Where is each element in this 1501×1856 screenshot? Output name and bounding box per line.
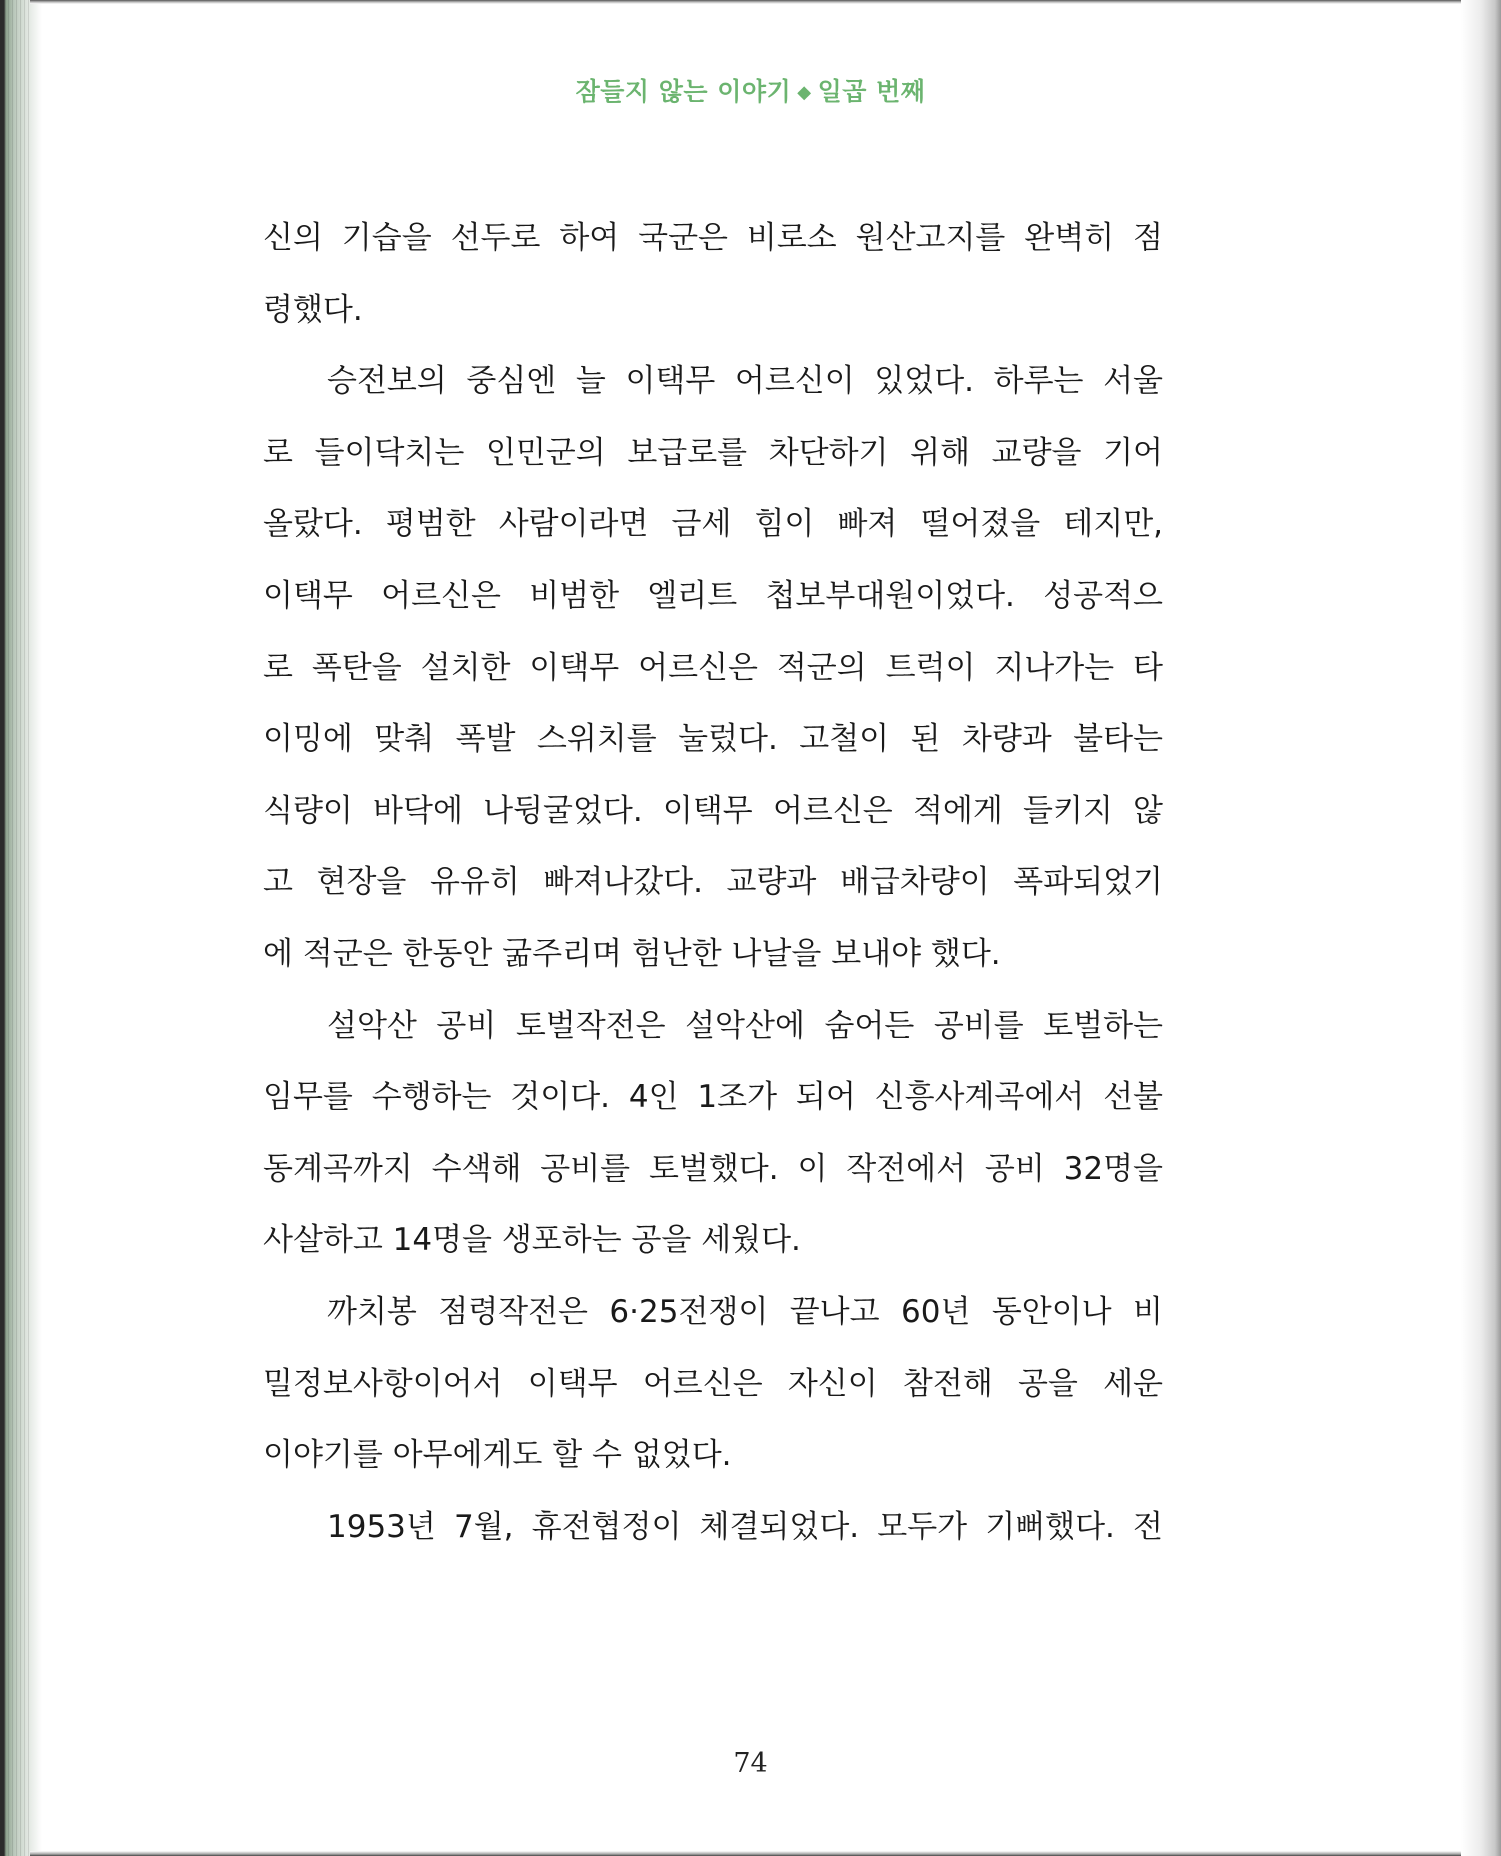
page-number: 74: [733, 1748, 768, 1779]
header-diamond-icon: ◆: [797, 82, 812, 103]
text-line: 이밍에 맞춰 폭발 스위치를 눌렀다. 고철이 된 차량과 불타는: [263, 721, 1163, 758]
text-line: 설악산 공비 토벌작전은 설악산에 숨어든 공비를 토벌하는: [327, 1007, 1163, 1044]
page-stack-edge: [8, 0, 32, 1856]
body-text: [263, 203, 1163, 1563]
header-book-title: 잠들지 않는 이야기: [575, 77, 792, 106]
text-line: 밀정보사항이어서 이택무 어르신은 자신이 참전해 공을 세운: [263, 1365, 1163, 1402]
text-line: 령했다.: [263, 291, 363, 328]
text-line: 사살하고 14명을 생포하는 공을 세웠다.: [263, 1222, 801, 1259]
page-curl-shadow: [1461, 0, 1501, 1856]
text-line: 승전보의 중심엔 늘 이택무 어르신이 있었다. 하루는 서울: [327, 363, 1163, 400]
text-line: 동계곡까지 수색해 공비를 토벌했다. 이 작전에서 공비 32명을: [263, 1150, 1163, 1187]
text-line: 고 현장을 유유히 빠져나갔다. 교량과 배급차량이 폭파되었기: [263, 864, 1163, 901]
text-line: 이택무 어르신은 비범한 엘리트 첩보부대원이었다. 성공적으: [263, 577, 1163, 614]
text-line: 올랐다. 평범한 사람이라면 금세 힘이 빠져 떨어졌을 테지만,: [263, 506, 1163, 543]
page-top-edge: [30, 0, 1470, 4]
page-bottom-edge: [30, 1851, 1470, 1856]
text-line: 로 폭탄을 설치한 이택무 어르신은 적군의 트럭이 지나가는 타: [263, 649, 1163, 686]
running-header: [0, 72, 1501, 108]
text-line: 에 적군은 한동안 굶주리며 험난한 나날을 보내야 했다.: [263, 935, 1001, 972]
text-line: 1953년 7월, 휴전협정이 체결되었다. 모두가 기뻐했다. 전: [327, 1508, 1163, 1545]
text-line: 까치봉 점령작전은 6·25전쟁이 끝나고 60년 동안이나 비: [327, 1293, 1163, 1330]
text-line: 식량이 바닥에 나뒹굴었다. 이택무 어르신은 적에게 들키지 않: [263, 792, 1163, 829]
header-chapter: 일곱 번째: [817, 77, 926, 106]
text-line: 신의 기습을 선두로 하여 국군은 비로소 원산고지를 완벽히 점: [263, 220, 1163, 256]
text-line: 이야기를 아무에게도 할 수 없었다.: [263, 1437, 732, 1474]
text-line: 로 들이닥치는 인민군의 보급로를 차단하기 위해 교량을 기어: [263, 434, 1163, 471]
text-line: 임무를 수행하는 것이다. 4인 1조가 되어 신흥사계곡에서 선불: [263, 1079, 1163, 1116]
